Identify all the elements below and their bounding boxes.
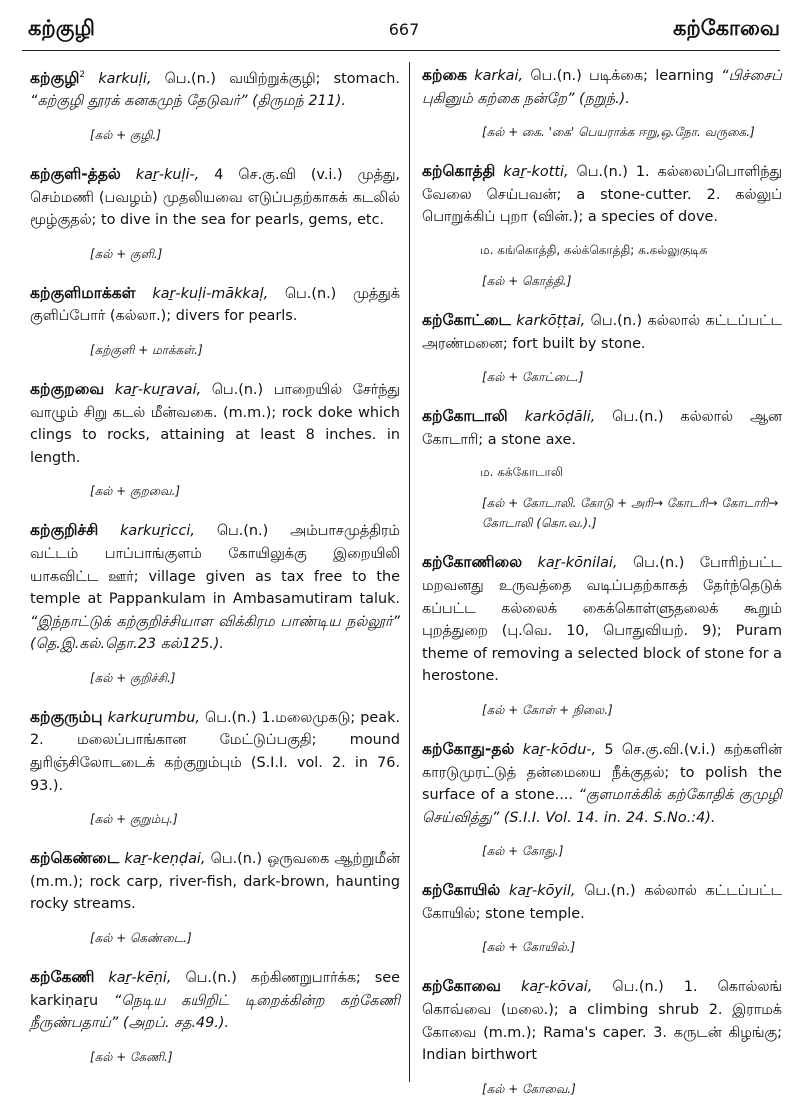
entry-headword: கற்குழி bbox=[30, 68, 80, 87]
entry-transliteration: kaṟ-kōvai, bbox=[521, 979, 593, 996]
entry-etymology: [கல் + கோவை.] bbox=[482, 1081, 576, 1096]
page-header bbox=[28, 14, 780, 50]
entry-definition: பெ.(n.) 1.மலைமுகடு; peak. 2. மலைப்பாங்கான மேட்டுப்பகுதி; mound துரிஞ்சிலோடடைக் கற்குறும்பும் (S.I.I. vol. 2. in 76. 93.). bbox=[30, 709, 400, 794]
dictionary-entry bbox=[422, 551, 782, 688]
entry-headword: கற்குளிமாக்கள் bbox=[30, 283, 136, 302]
entry-headword: கற்கோடாலி bbox=[422, 407, 508, 426]
left-running-headword: கற்குழி bbox=[28, 16, 95, 40]
entry-etymology: [கல் + கை. 'கை' பெயராக்க ஈறு,ஒ.நோ. வருகை.] bbox=[482, 125, 755, 140]
entry-etymology: [கல் + குளி.] bbox=[90, 246, 163, 261]
dictionary-entry bbox=[422, 879, 782, 925]
entry-transliteration: kaṟ-keṇḍai, bbox=[124, 851, 206, 868]
entry-cognates: ம. கக்கோடாலி bbox=[480, 465, 564, 480]
dictionary-entry bbox=[30, 706, 400, 797]
entry-quotation: “நெடிய கயிறிட் டிறைக்கின்ற கற்கேணி நீருண்பதாய்” (அறப். சத.49.). bbox=[30, 992, 401, 1032]
entry-etymology: [கல் + கொத்தி.] bbox=[482, 273, 572, 288]
left-column bbox=[30, 64, 400, 1085]
entry-superscript: 2 bbox=[79, 70, 86, 80]
entry-etymology: [கல் + கோடாலி. கோடு + அரி→ கோடரி→ கோடாரி→ கோடாலி (கொ.வ.).] bbox=[482, 496, 779, 531]
entry-transliteration: kaṟ-kēṇi, bbox=[108, 970, 172, 987]
entry-quotation: “கற்குழி தூரக் கனகமுந் தேடுவர்” (திருமந் 211). bbox=[30, 93, 346, 110]
entry-definition: பெ.(n.) அம்பாசமுத்திரம் வட்டம் பாப்பாங்குளம் கோயிலுக்கு இறையிலி யாகவிட்ட ஊர்; village given as tax free to the temple at Pappankulam in Ambasamutiram taluk. bbox=[30, 523, 401, 608]
entry-headword: கற்குறவை bbox=[30, 379, 105, 398]
entry-headword: கற்குரும்பு bbox=[30, 707, 103, 726]
entry-headword: கற்குறிச்சி bbox=[30, 521, 99, 540]
right-column bbox=[422, 64, 782, 1117]
entry-headword: கற்கோவை bbox=[422, 977, 501, 996]
entry-etymology: [கல் + குறும்பு.] bbox=[90, 812, 178, 827]
entry-transliteration: karkuṟicci, bbox=[120, 523, 195, 540]
entry-definition: பெ.(n.) கல்லால் கட்டப்பட்ட கோயில்; stone temple. bbox=[422, 883, 783, 922]
entry-headword: கற்கோது-தல் bbox=[422, 739, 515, 758]
entry-transliteration: karkai, bbox=[474, 68, 524, 84]
entry-definition: பெ.(n.) பாறையில் சேர்ந்து வாழும் சிறு கடல் மீன்வகை. (m.m.); rock doke which clings to rocks, attaining at least 8 inches. in length. bbox=[30, 381, 401, 466]
entry-etymology: [கல் + கோட்டை.] bbox=[482, 370, 584, 385]
entry-etymology: [கல் + கெண்டை.] bbox=[90, 931, 192, 946]
entry-transliteration: kaṟ-kuḷi-, bbox=[135, 166, 200, 183]
entry-headword: கற்கை bbox=[422, 66, 468, 84]
dictionary-entry bbox=[422, 738, 782, 829]
entry-definition: பெ.(n.) கற்கிணறுபார்க்க; see karkiṇaṟu bbox=[30, 970, 401, 1009]
dictionary-entry bbox=[30, 378, 400, 469]
entry-quotation: “இந்நாட்டுக் கற்குறிச்சியாள விக்கிரம பாண்டிய நல்லூர்” (தெ.இ.கல்.தொ.23 கல்125.). bbox=[30, 613, 400, 653]
entry-etymology: [கல் + கேணி.] bbox=[90, 1049, 173, 1064]
page-number: 667 bbox=[388, 20, 420, 39]
entry-transliteration: kaṟ-kōdu-, bbox=[522, 741, 597, 758]
entry-definition: பெ.(n.) போரிற்பட்ட மறவனது உருவத்தை வடிப்பதற்காகத் தேர்ந்தெடுக் கப்பட்ட கல்லைக் கைக்கொள்ளுதலைக் கூறும் புறத்துறை (பு.வெ. 10, பொதுவியற். 9); Puram theme of removing a selected block of stone for a herostone. bbox=[422, 555, 783, 685]
entry-definition: பெ.(n.) 1. கல்லைப்பொளிந்து வேலை செய்பவன்; a stone-cutter. 2. கல்லுப் பொறுக்கிப் புறா (வின்.); a species of dove. bbox=[422, 164, 783, 226]
dictionary-entry bbox=[30, 519, 400, 656]
entry-headword: கற்குளி-த்தல் bbox=[30, 164, 121, 183]
entry-definition: பெ.(n.) வயிற்றுக்குழி; stomach. bbox=[164, 70, 400, 87]
entry-headword: கற்கோட்டை bbox=[422, 310, 511, 329]
entry-definition: பெ.(n.) 1. கொல்லங் கொவ்வை (மலை.); a climbing shrub 2. இராமக் கோவை (m.m.); Rama's caper. 3. கருடன் கிழங்கு; Indian birthwort bbox=[422, 979, 783, 1064]
entry-transliteration: kaṟ-kōyil, bbox=[508, 883, 576, 900]
entry-etymology: [கல் + குழி.] bbox=[90, 127, 161, 142]
entry-transliteration: karkuḷi, bbox=[98, 70, 152, 87]
entry-headword: கற்கெண்டை bbox=[30, 849, 120, 868]
entry-headword: கற்கொத்தி bbox=[422, 162, 496, 181]
dictionary-entry bbox=[30, 282, 400, 328]
entry-cognates: ம. கங்கொத்தி, கல்க்கொத்தி; க.கல்லுகுடிக bbox=[480, 242, 708, 257]
header-rule bbox=[22, 50, 780, 51]
entry-definition: 5 செ.கு.வி.(v.i.) கற்களின் காரடுமுரட்டுத் தன்மையை நீக்குதல்; to polish the surface of a stone.... bbox=[422, 741, 783, 804]
entry-transliteration: karkōṭṭai, bbox=[516, 312, 586, 329]
entry-transliteration: kaṟ-kōnilai, bbox=[537, 555, 618, 572]
entry-transliteration: karkōḍāli, bbox=[524, 409, 596, 426]
dictionary-entry bbox=[422, 405, 782, 451]
entry-etymology: [கல் + கோள் + நிலை.] bbox=[482, 702, 613, 717]
right-running-headword: கற்கோவை bbox=[672, 16, 780, 40]
entry-etymology: [கல் + கோது.] bbox=[482, 844, 564, 859]
entry-transliteration: kaṟ-kuṟavai, bbox=[114, 381, 202, 398]
entry-headword: கற்கோணிலை bbox=[422, 553, 523, 572]
entry-headword: கற்கேணி bbox=[30, 968, 95, 987]
entry-quotation: “பிச்சைப் புகினும் கற்கை நன்றே” (நறுந்.). bbox=[422, 68, 783, 107]
dictionary-entry bbox=[422, 160, 782, 229]
dictionary-entry bbox=[422, 975, 782, 1066]
dictionary-entry bbox=[30, 847, 400, 916]
entry-transliteration: karkuṟumbu, bbox=[107, 709, 200, 726]
dictionary-entry bbox=[30, 966, 400, 1035]
entry-transliteration: kaṟ-kuḷi-mākkaḷ, bbox=[152, 285, 269, 302]
entry-etymology: [கல் + கோயில்.] bbox=[482, 940, 576, 955]
entry-quotation: “குளமாக்கிக் கற்கோதிக் குமுழி செய்வித்து” (S.I.I. Vol. 14. in. 24. S.No.:4). bbox=[422, 787, 782, 826]
entry-etymology: [கல் + குறவை.] bbox=[90, 484, 181, 499]
dictionary-entry bbox=[422, 64, 782, 110]
entry-etymology: [கல் + குறிச்சி.] bbox=[90, 670, 176, 685]
dictionary-entry bbox=[30, 64, 400, 113]
entry-definition: பெ.(n.) ஒருவகை ஆற்றுமீன் (m.m.); rock carp, river-fish, dark-brown, haunting rocky streams. bbox=[30, 851, 401, 913]
dictionary-entry bbox=[30, 163, 400, 232]
entry-headword: கற்கோயில் bbox=[422, 881, 501, 900]
entry-definition: பெ.(n.) படிக்கை; learning bbox=[530, 68, 714, 84]
entry-definition: பெ.(n.) கல்லால் கட்டப்பட்ட அரண்மனை; fort built by stone. bbox=[422, 312, 782, 352]
column-divider bbox=[409, 62, 410, 1082]
entry-definition: 4 செ.கு.வி (v.i.) முத்து, செம்மணி (பவழம்) முதலியவை எடுப்பதற்காகக் கடலில் மூழ்குதல்; to dive in the sea for pearls, gems, etc. bbox=[30, 166, 400, 229]
entry-etymology: [கற்குளி + மாக்கள்.] bbox=[90, 342, 203, 357]
entry-transliteration: kaṟ-kotti, bbox=[503, 164, 569, 181]
entry-definition: பெ.(n.) முத்துக் குளிப்போர் (கல்லா.); divers for pearls. bbox=[30, 285, 400, 325]
dictionary-entry bbox=[422, 309, 782, 355]
entry-definition: பெ.(n.) கல்லால் ஆன கோடாரி; a stone axe. bbox=[422, 409, 782, 448]
